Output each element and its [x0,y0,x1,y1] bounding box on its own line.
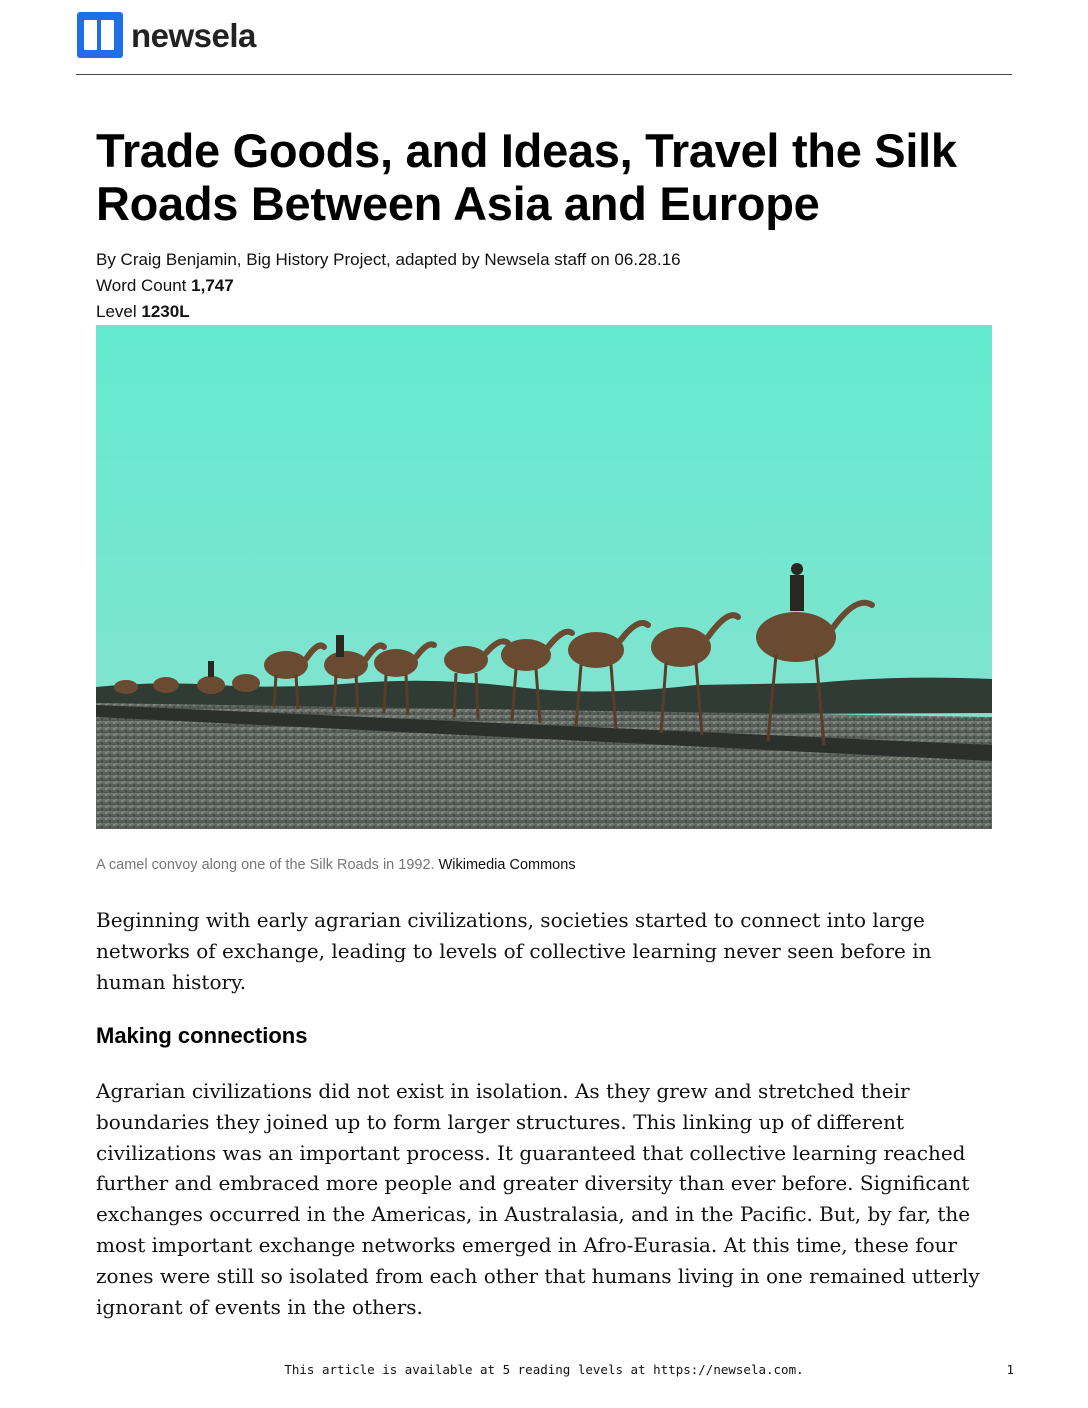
photo-caption: A camel convoy along one of the Silk Roads in 1992. Wikimedia Commons [96,857,576,873]
newsela-logo-icon [77,12,123,58]
newsela-logo[interactable] [77,12,256,58]
reading-level: Level 1230L [96,302,190,321]
photo-credit: Wikimedia Commons [438,857,576,873]
header-divider [76,74,1012,75]
page-number: 1 [1006,1362,1014,1377]
intro-paragraph: Beginning with early agrarian civilizations, societies started to connect into large networks of exchange, leading to levels of collective learning never seen before in human history. [96,908,932,994]
section-paragraph: Agrarian civilizations did not exist in isolation. As they grew and stretched their boundaries they joined up to form larger structures. This linking up of different civilizations was an important process. It guaranteed that collective learning reached further and embraced more people and greater diversity than ever before. Significant exchanges occurred in the Americas, in Australasia, and in the Pacific. But, by far, the most important exchange networks emerged in Afro-Eurasia. At this time, these four zones were still so isolated from each other that humans living in one remained utterly ignorant of events in the others. [96,1079,980,1319]
word-count: Word Count 1,747 [96,276,234,295]
brand-name: newsela [131,16,256,54]
article-title: Trade Goods, and Ideas, Travel the Silk Roads Between Asia and Europe [96,124,957,230]
section-heading: Making connections [96,1023,308,1048]
word-count-value: 1,747 [191,276,234,295]
reading-level-value: 1230L [141,302,190,321]
footer-availability: This article is available at 5 reading levels at https://newsela.com. [284,1362,804,1377]
article-meta [96,247,681,325]
byline: By Craig Benjamin, Big History Project, adapted by Newsela staff on 06.28.16 [96,250,681,269]
article-photo [96,325,992,829]
